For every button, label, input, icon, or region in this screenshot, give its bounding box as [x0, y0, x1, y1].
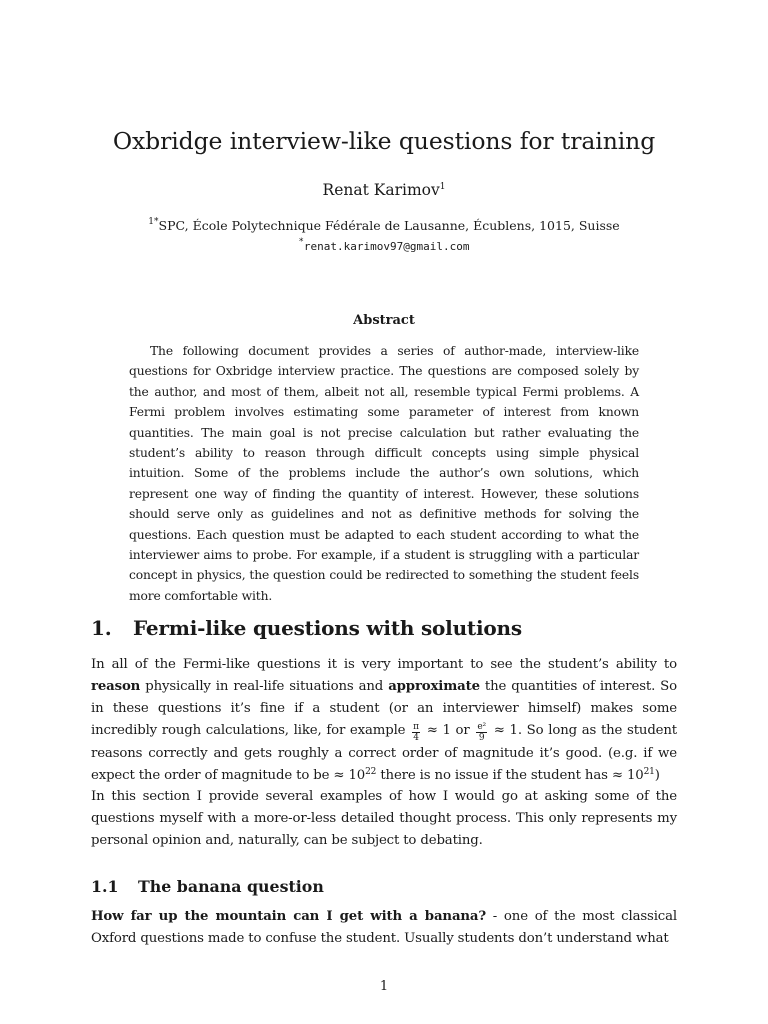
affiliation-mark: 1* — [148, 217, 159, 227]
author-name: Renat Karimov — [322, 181, 440, 199]
page-number: 1 — [379, 979, 389, 994]
text-run: ) — [654, 767, 660, 783]
abstract-heading: Abstract — [353, 313, 415, 328]
section-paragraph-2: In this section I provide several examples of how I would go at asking some of the questions myself with a more-or-less detailed thought process. This only represents my personal opinion and, naturally, can be subject to debating. — [91, 789, 677, 848]
affiliation-text: SPC, École Polytechnique Fédérale de Lausanne, Écublens, 1015, Suisse — [158, 218, 620, 233]
subsection-heading — [91, 875, 324, 899]
exponent: 21 — [643, 766, 655, 777]
text-run: ≈ 1. So long as the student reasons correctly and gets roughly a correct order of magnitude it’s good. (e.g. if we expect the order of magnitude to be ≈ 10 — [91, 722, 678, 783]
banana-question: How far up the mountain can I get with a banana? — [91, 909, 487, 924]
exponent: 22 — [365, 766, 377, 777]
text-run: the quantities of interest. So in these questions it’s fine if a student (or an interviewer himself) makes some incredibly rough calculations, like, for example — [91, 678, 677, 738]
author-mark: 1 — [439, 182, 446, 192]
subsection-paragraph — [91, 906, 677, 950]
paper-title: Oxbridge interview-like questions for training — [112, 127, 656, 155]
fraction-denominator: 9 — [478, 732, 485, 743]
email-address[interactable]: renat.karimov97@gmail.com — [303, 240, 470, 253]
text-run: - one of the most classical Oxford questions made to confuse the student. Usually students don’t understand what — [91, 909, 677, 946]
text-run: In all of the Fermi-like questions it is very important to see the student’s ability to — [91, 657, 677, 672]
emphasis-approximate: approximate — [388, 678, 480, 694]
email-mark: * — [298, 237, 304, 247]
section-title-text: Fermi-like questions with solutions — [133, 616, 522, 640]
fraction-numerator: π — [413, 721, 419, 732]
section-paragraph-1 — [91, 654, 677, 787]
text-run: ≈ 1 or — [421, 722, 475, 738]
email-line — [0, 238, 768, 256]
section-number: 1. — [91, 616, 112, 640]
emphasis-reason: reason — [91, 678, 141, 694]
fraction-e2-over-9 — [476, 722, 487, 743]
text-run: physically in real-life situations and — [140, 678, 389, 694]
fraction-pi-over-4 — [412, 722, 420, 743]
fraction-denominator: 4 — [413, 732, 419, 743]
subsection-title-text: The banana question — [138, 877, 324, 896]
abstract-body: The following document provides a series of author-made, interview-like questions for Oxbridge interview practice. The questions are composed solely by the author, and most of them, albeit not all, resemble typical Fermi problems. A Fermi problem involves estimating some parameter of interest from known quantities. The main goal is not precise calculation but rather evaluating the student’s ability to reason through difficult concepts using simple physical intuition. Some of the problems include the author’s own solutions, which represent one way of finding the quantity of interest. However, these solutions should serve only as guidelines and not as definitive methods for solving the questions. Each question must be adapted to each student according to what the interviewer aims to probe. For example, if a student is struggling with a particular concept in physics, the question could be redirected to something the student feels more comfortable with. — [129, 344, 639, 603]
subsection-number: 1.1 — [91, 877, 119, 896]
fraction-numerator: e² — [477, 721, 486, 732]
affiliation-line — [0, 216, 768, 236]
text-run: there is no issue if the student has ≈ 10 — [376, 767, 644, 783]
section-heading — [91, 614, 522, 642]
author-line — [0, 179, 768, 201]
